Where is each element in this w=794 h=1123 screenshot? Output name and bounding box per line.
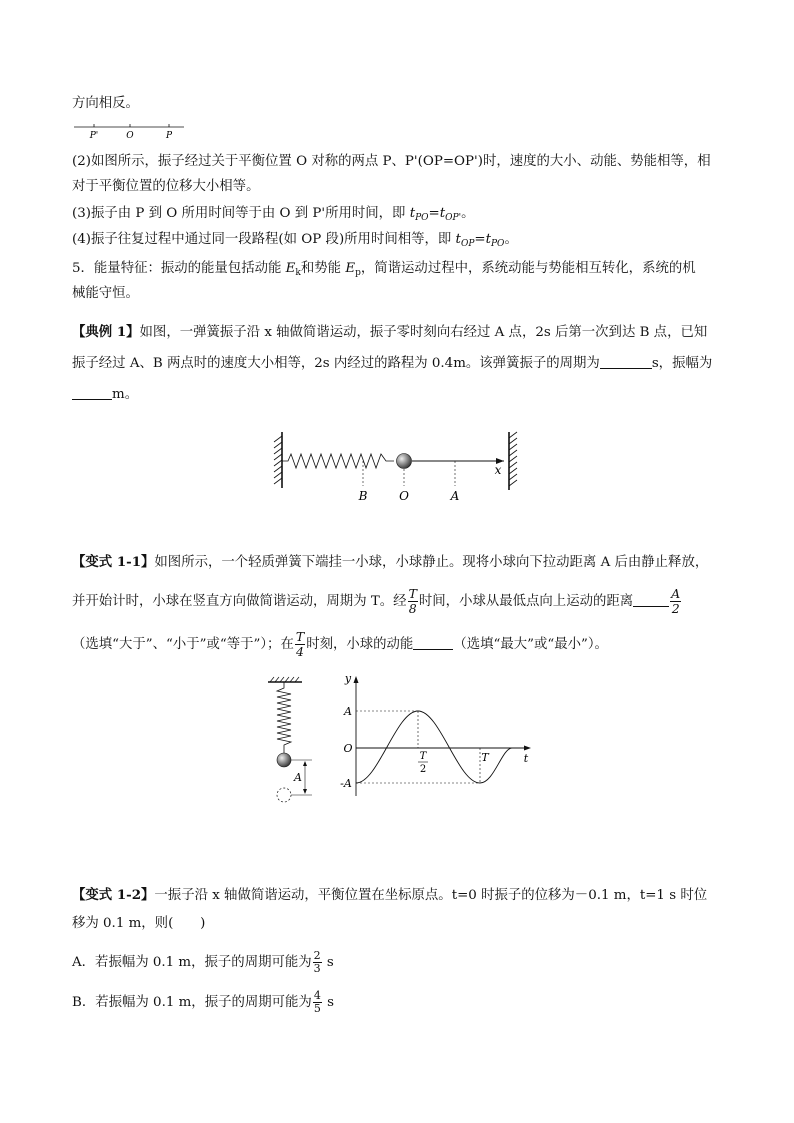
- text-line: (3)振子由 P 到 O 所用时间等于由 O 到 P'所用时间，即 $t_{PO}=t_{OP'}$。: [72, 206, 475, 223]
- tick-label-a: A: [344, 705, 352, 718]
- variant-1-1-line: 并开始计时，小球在竖直方向做简谐运动，周期为 T。经 $\frac{T}{8}$ 时间，小球从最低点向上运动的距离 $\frac{A}{2}$: [72, 586, 681, 616]
- spring-oscillator-figure: [268, 426, 524, 512]
- fraction-a-over-2: $\frac{A}{2}$: [671, 586, 681, 616]
- variant-1-1-line: （选填“大于”、“小于”或“等于”）；在 $\frac{T}{4}$ 时刻，小球的动能 （选填“最大”或“最小”）。: [72, 629, 608, 659]
- axis-label-p: P: [165, 131, 173, 141]
- example-1-line: 振子经过 A、B 两点时的速度大小相等，2s 内经过的路程为 0.4m。该弹簧振子的周期为 s，振幅为: [72, 356, 713, 371]
- point-label-a: A: [450, 489, 460, 503]
- answer-blank[interactable]: [600, 354, 652, 369]
- position-axis-figure: [72, 122, 188, 144]
- amplitude-label: A: [294, 771, 302, 784]
- text-line: 对于平衡位置的位移大小相等。: [72, 179, 260, 194]
- point-label-b: B: [358, 489, 368, 503]
- variant-1-2-line: 移为 0.1 m，则( ): [72, 916, 206, 931]
- fraction-t-over-4: $\frac{T}{4}$: [295, 629, 305, 659]
- answer-blank[interactable]: [413, 635, 453, 650]
- axis-label-y: y: [344, 672, 352, 685]
- text-line: (2)如图所示，振子经过关于平衡位置 O 对称的两点 P、P'(OP=OP')时，速度的大小、动能、势能相等，相: [72, 154, 711, 169]
- text-line: (4)振子往复过程中通过同一段路程(如 OP 段)所用时间相等，即 $t_{OP}=t_{PO}$。: [72, 232, 518, 249]
- example-1-line: m。: [72, 385, 138, 404]
- point-label-o: O: [399, 489, 409, 503]
- axis-label-p-prime: P': [89, 131, 99, 141]
- oscillator-ball: [397, 454, 412, 469]
- text-line: 械能守恒。: [72, 286, 139, 301]
- fraction-t-over-8: $\frac{T}{8}$: [408, 586, 417, 616]
- answer-blank[interactable]: [633, 592, 669, 607]
- axis-label-x: x: [494, 463, 502, 477]
- hanging-spring-figure: [262, 676, 320, 806]
- sine-curve: [356, 711, 512, 783]
- tick-label-half-t-den: 2: [419, 764, 427, 775]
- answer-blank[interactable]: [72, 385, 112, 400]
- tick-label-neg-a: -A: [340, 777, 352, 790]
- text-line: 5．能量特征：振动的能量包括动能 $E_k$和势能 $E_p$，简谐运动过程中，系统动能与势能相互转化，系统的机: [72, 261, 696, 278]
- tick-label-t: T: [481, 751, 489, 764]
- text-line: 方向相反。: [72, 96, 139, 111]
- displacement-time-graph: [338, 672, 538, 800]
- tick-label-half-t-num: T: [419, 751, 427, 762]
- example-1-line: 【典例 1】如图，一弹簧振子沿 x 轴做简谐运动，振子零时刻向右经过 A 点，2s 后第一次到达 B 点，已知: [72, 324, 708, 340]
- variant-1-2-line: 【变式 1-2】一振子沿 x 轴做简谐运动，平衡位置在坐标原点。t=0 时振子的位移为－0.1 m，t=1 s 时位: [72, 887, 708, 903]
- option-b[interactable]: B．若振幅为 0.1 m，振子的周期可能为 $\frac{4}{5}$ s: [72, 989, 334, 1015]
- axis-label-t: t: [523, 752, 529, 765]
- tick-label-origin: O: [343, 742, 353, 755]
- variant-1-1-line: 【变式 1-1】如图所示，一个轻质弹簧下端挂一小球，小球静止。现将小球向下拉动距离 A 后由静止释放，: [72, 554, 709, 570]
- option-a[interactable]: A．若振幅为 0.1 m，振子的周期可能为 $\frac{2}{3}$ s: [72, 949, 334, 975]
- axis-label-o: O: [126, 131, 134, 141]
- lowest-position-ball: [277, 788, 291, 802]
- hanging-ball: [277, 753, 291, 767]
